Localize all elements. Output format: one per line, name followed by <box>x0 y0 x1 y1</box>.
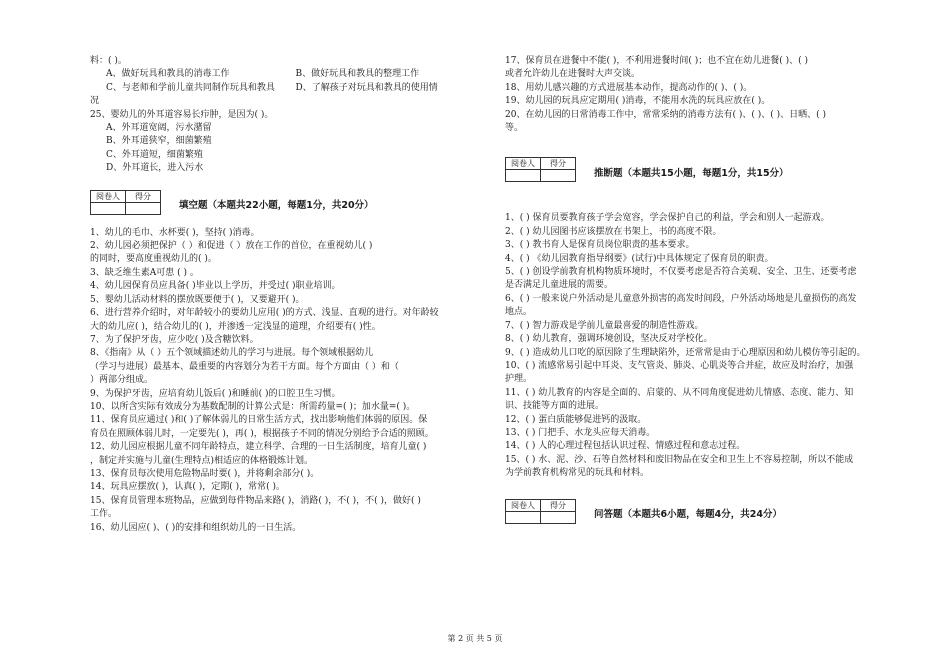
fill-question-line: 7、为了保护牙齿，应少吃( )及含糖饮料。 <box>90 334 259 345</box>
fill-question-line: 16、幼儿园应( )、( )的安排和组织幼儿的一日生活。 <box>90 522 302 533</box>
score-label: 得分 <box>541 158 576 170</box>
judge-question-line: 3、( ) 教书育人是保育员岗位职责的基本要求。 <box>505 240 695 251</box>
fill-question-line: 8、《指南》从（ ）五个领域描述幼儿的学习与进展。每个领域根据幼儿 <box>90 348 374 359</box>
fill-question-line: 10、以所含实际有效成分为基数配制的计算公式是：所需药量=( )；加水量=( )。 <box>90 401 416 412</box>
grader-cell[interactable] <box>506 511 541 523</box>
fill-questions-continued <box>505 55 880 135</box>
fill-question-line: 5、婴幼儿活动材料的摆放既要便于( )，又要避开( )。 <box>90 294 305 305</box>
judge-question-line: 9、( ) 造成幼儿口吃的原因除了生理缺陷外，还常常是由于心理原因和幼儿模仿等引起的。 <box>505 347 866 358</box>
fill-question-line: ，制定并实施与儿童(生理特点)相适应的体格锻炼计划。 <box>90 455 314 466</box>
q25-options <box>90 122 485 176</box>
fill-question-line: 11、保育员应通过( )和( )了解体弱儿的日常生活方式，找出影响他们体弱的原因。保 <box>90 415 428 426</box>
q24-stem-tail <box>90 55 485 68</box>
left-column <box>90 55 485 535</box>
judge-question-line: 10、( ) 流感常易引起中耳炎、支气管炎、肺炎、心肌炎等合并症，故应及时治疗，加强 <box>505 360 854 371</box>
fill-question-line: 17、保育员在进餐中不能( )，不利用进餐时间( )；也不宜在幼儿进餐( )、( ) <box>505 56 808 66</box>
section-title-judge: 推断题（本题共15小题，每题1分，共15分） <box>594 168 789 180</box>
fill-question-line: ）两部分组成。 <box>90 375 154 386</box>
question-text-line: 料：( )。 <box>90 56 127 66</box>
fill-question-line: 1、幼儿的毛巾、水杯要( )，坚持( )消毒。 <box>90 227 260 238</box>
fill-question-line: 18、用幼儿感兴趣的方式进展基本动作，提高动作的( )、( )。 <box>505 82 753 93</box>
score-cell[interactable] <box>541 170 576 182</box>
answer-option[interactable]: A、做好玩具和教具的消毒工作 <box>106 69 230 80</box>
section-title-qa: 问答题（本题共6小题，每题4分，共24分） <box>594 509 782 521</box>
answer-option[interactable]: C、与老师和学前儿童共同制作玩具和教具 <box>106 82 275 93</box>
fill-question-line: （学习与进展）最基本、最重要的内容划分为若干方面。每个方面由（ ）和（ <box>90 361 399 372</box>
fill-question-line: 工作。 <box>90 509 118 520</box>
right-column <box>505 55 880 530</box>
fill-question-line: 9、为保护牙齿，应培育幼儿饭后( )和睡前( )的口腔卫生习惯。 <box>90 388 341 399</box>
page-number: 第 2 页 共 5 页 <box>447 634 503 643</box>
grader-label: 阅卷人 <box>91 190 126 202</box>
grader-label: 阅卷人 <box>506 499 541 511</box>
section-title-fill: 填空题（本题共22小题，每题1分，共20分） <box>179 200 374 212</box>
score-cell[interactable] <box>541 511 576 523</box>
judge-question-line: 7、( ) 智力游戏是学前儿童最喜爱的制造性游戏。 <box>505 320 704 331</box>
fill-question-line: 13、保育员每次使用危险物品时要( )，并将剩余部分( )。 <box>90 468 320 479</box>
fill-question-line: 2、幼儿园必须把保护（ ）和促进（ ）放在工作的首位，在重视幼儿( ) <box>90 241 373 252</box>
judge-question-line: 为学前教育机构常见的玩具和材料。 <box>505 468 650 479</box>
judge-question-line: 识、技能等方面的进展。 <box>505 401 605 412</box>
fill-question-line: 大的幼儿应( )，结合幼儿的( )，并渗透一定浅显的道理，介绍要有( )性。 <box>90 321 381 332</box>
fill-question-line: 20、在幼儿园的日常消毒工作中，常常采纳的消毒方法有( )、( )、( )、日晒、( ) <box>505 109 826 120</box>
score-box <box>505 499 576 524</box>
fill-question-line: 育员在照顾体弱儿时，一定要先( )，再( )，根据孩子不同的情况分别给予合适的照顾。 <box>90 428 434 439</box>
fill-question-line: 的同时，要高度重视幼儿的( )。 <box>90 254 217 265</box>
fill-section-header <box>90 190 485 215</box>
score-box <box>90 190 161 215</box>
grader-label: 阅卷人 <box>506 158 541 170</box>
qa-section-header <box>505 499 880 524</box>
q24-options-wrap: 况 <box>90 96 100 107</box>
fill-question-line: 19、幼儿园的玩具应定期用( )消毒，不能用水洗的玩具应放在( )。 <box>505 96 771 107</box>
fill-question-line: 6、进行营养介绍时，对年龄较小的要幼儿应用( )的方式、浅显、直观的进行。对年龄较 <box>90 308 439 319</box>
fill-question-line: 或者允许幼儿在进餐时大声交谈。 <box>505 69 641 80</box>
judge-question-line: 14、( ) 人的心理过程包括认识过程、情感过程和意志过程。 <box>505 441 746 452</box>
judge-question-line: 地点。 <box>505 307 533 318</box>
score-cell[interactable] <box>126 202 161 214</box>
q25-stem: 25、婴幼儿的外耳道容易长疖肿，是因为( )。 <box>90 109 274 120</box>
answer-option[interactable]: B、外耳道狭窄，细菌繁殖 <box>106 136 212 147</box>
judge-question-line: 是否满足儿童进展的需要。 <box>505 280 614 291</box>
fill-question-line: 4、幼儿园保育员应具备( )毕业以上学历，并受过( )职业培训。 <box>90 281 341 292</box>
answer-option[interactable]: B、做好玩具和教具的整理工作 <box>295 69 420 80</box>
judge-question-line: 2、( ) 幼儿园图书应该摆放在书架上，书的高度不限。 <box>505 226 722 237</box>
judge-question-line: 1、( ) 保育员要教育孩子学会宽容，学会保护自己的利益，学会和别人一起游戏。 <box>505 213 830 224</box>
fill-question-line: 12、幼儿园应根据儿童不同年龄特点，建立科学、合理的一日生活制度，培育儿童( ) <box>90 442 427 453</box>
fill-question-line: 等。 <box>505 123 524 134</box>
grader-cell[interactable] <box>91 202 126 214</box>
score-box <box>505 157 576 182</box>
q24-options <box>90 68 485 95</box>
judge-question-line: 护理。 <box>505 374 533 385</box>
judge-question-line: 4、( ) 《幼儿园教育指导纲要》(试行)中具体规定了保育员的职责。 <box>505 253 774 264</box>
judge-question-line: 13、( ) 门把手、水龙头应每天消毒。 <box>505 427 656 438</box>
judge-question-line: 8、( ) 幼儿教育，强调环境创设，坚决反对学校化。 <box>505 334 713 345</box>
judge-questions <box>505 212 880 480</box>
option-row <box>90 68 485 81</box>
judge-question-line: 11、( ) 幼儿教育的内容是全面的、启蒙的、从不同角度促进幼儿情感、态度、能力、知 <box>505 387 854 398</box>
answer-option[interactable]: A、外耳道宽阔，污水潴留 <box>106 123 212 134</box>
grader-cell[interactable] <box>506 170 541 182</box>
answer-option[interactable]: D、外耳道长，进入污水 <box>106 163 204 174</box>
fill-questions <box>90 227 485 535</box>
fill-question-line: 3、缺乏维生素A可患 ( ) 。 <box>90 267 199 278</box>
score-label: 得分 <box>541 499 576 511</box>
answer-option[interactable]: C、外耳道短，细菌繁殖 <box>106 149 203 160</box>
fill-question-line: 15、保育员管理本班物品，应做到每件物品来路( )，消路( )，不( )，不( )，做好( ) <box>90 495 421 506</box>
fill-question-line: 14、玩具应摆放( )，认真( )，定期( )，常常( )。 <box>90 482 285 493</box>
judge-question-line: 5、( ) 创设学前教育机构物质环境时，不仅要考虑是否符合美观、安全、卫生、还要考虑 <box>505 267 857 278</box>
judge-question-line: 12、( ) 蛋白质能够促进钙的汲取。 <box>505 414 647 425</box>
judge-question-line: 6、( ) 一般来说户外活动是儿童意外损害的高发时间段，户外活动场地是儿童损伤的高发 <box>505 293 857 304</box>
answer-option[interactable]: D、了解孩子对玩具和教具的使用情 <box>295 82 438 93</box>
judge-question-line: 15、( ) 水、泥、沙、石等自然材料和废旧物品在安全和卫生上不容易控制，所以不能成 <box>505 454 854 465</box>
option-row <box>90 82 485 95</box>
judge-section-header <box>505 157 880 182</box>
score-label: 得分 <box>126 190 161 202</box>
